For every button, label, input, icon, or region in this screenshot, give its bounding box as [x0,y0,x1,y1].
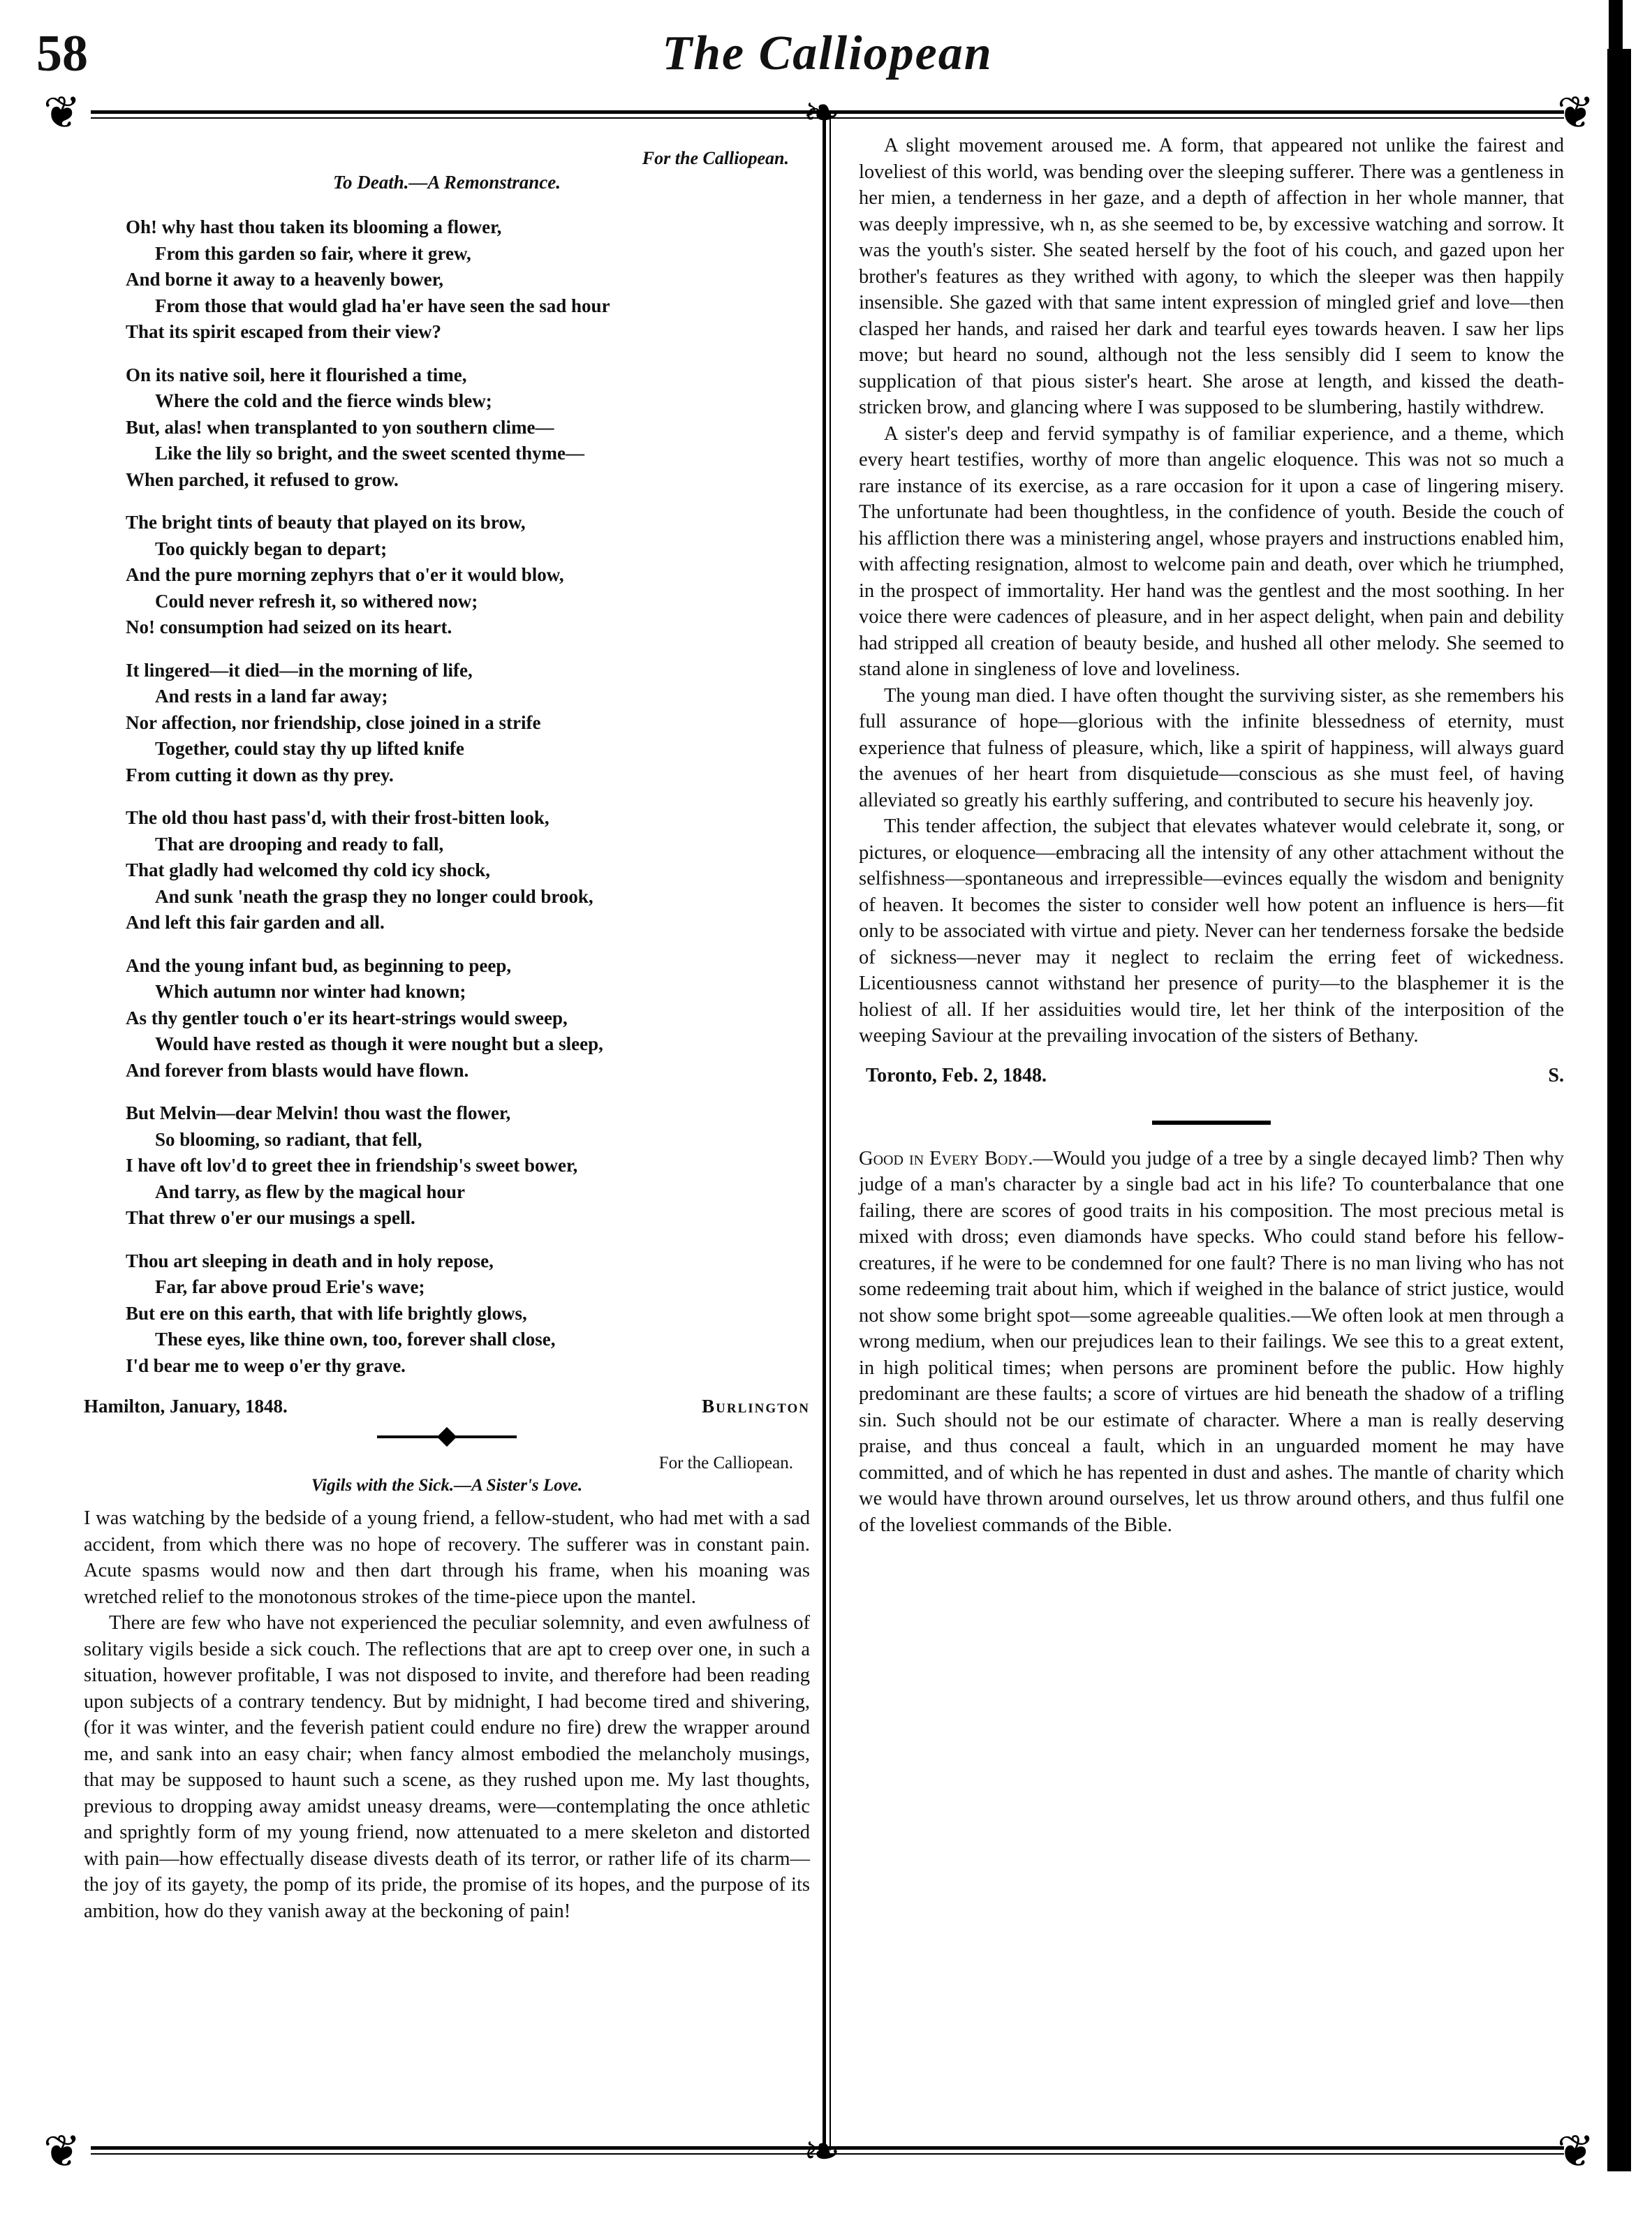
poem-line: The old thou hast pass'd, with their frost-bitten look, [126,807,550,828]
top-edge-mark [1609,0,1623,49]
poem-line: It lingered—it died—in the morning of life, [126,659,473,681]
poem-line: Like the lily so bright, and the sweet scented thyme— [155,443,584,464]
poem-stanza [126,214,810,346]
column-divider-thin [829,112,831,2150]
poem-line: Nor affection, nor friendship, close joined in a strife [126,711,541,733]
poem-line: When parched, it refused to grow. [126,468,399,490]
poem-line: I have oft lov'd to greet thee in friendship's sweet bower, [126,1155,578,1176]
poem-line: Where the cold and the fierce winds blew; [155,390,492,411]
article-paragraph: There are few who have not experienced the peculiar solemnity, and even awfulness of solitary vigils beside a sick couch. The reflections that are apt to creep over one, in such a situation, however profitable, I was not disposed to invite, and therefore had been reading upon subjects of a contrary tendency. But by midnight, I had become tired and shivering, (for it was winter, and the feverish patient could endure no fire) drew the wrapper around me, and sank into an easy chair; when fancy almost embodied the melancholy musings, that may be supposed to haunt such a scene, as they rushed upon me. My last thoughts, previous to dropping away amidst uneasy dreams, were—contemplating the once athletic and sprightly form of my young friend, now attenuated to a mere skeleton and distorted with pain—how effectually disease divests death of its terror, or rather life of its charm—the joy of its gayety, the pomp of its pride, the promise of its hopes, and the purpose of its ambition, how do they vanish away at the beckoning of pain! [84,1612,810,1922]
poem-line: On its native soil, here it flourished a time, [126,364,467,385]
poem-stanza [126,658,810,789]
poem-line: Too quickly began to depart; [155,538,388,559]
column-divider [823,112,826,2150]
poem-line: That its spirit escaped from their view? [126,321,441,342]
poem-line: And forever from blasts would have flown. [126,1059,469,1081]
poem-stanza [126,1100,810,1232]
section-separator [1152,1121,1271,1125]
poem-stanza [126,1248,810,1380]
article-signoff [866,1065,1564,1087]
poem-stanza [126,510,810,641]
poem-line: And borne it away to a heavenly bower, [126,269,444,290]
poem-line: I'd bear me to weep o'er thy grave. [126,1354,406,1376]
page-number: 58 [36,25,88,82]
poem-footer [84,1396,810,1417]
poem-line: Thou art sleeping in death and in holy repose, [126,1250,494,1271]
poem-line: And the young infant bud, as beginning to peep, [126,954,512,976]
poem-line: The bright tints of beauty that played on its brow, [126,512,526,533]
poem-source: For the Calliopean. [642,148,789,168]
poem-body [84,214,810,1379]
article-place-date: Toronto, Feb. 2, 1848. [866,1064,1047,1086]
poem-line: Would have rested as though it were nought but a sleep, [155,1033,603,1054]
poem-line: From this garden so fair, where it grew, [155,242,471,264]
poem-line: Could never refresh it, so withered now; [155,590,478,612]
center-flourish-bottom: ❧ [803,2127,841,2176]
poem-line: From cutting it down as thy prey. [126,764,394,785]
right-column [859,133,1564,1538]
poem-line: As thy gentler touch o'er its heart-strings would sweep, [126,1007,568,1028]
poem-line: And rests in a land far away; [155,686,388,707]
corner-flourish-bottom-left: ❦ [43,2127,81,2176]
good-in-everybody-text: —Would you judge of a tree by a single decayed limb? Then why judge of a man's character by a single bad act in his life? To counterbalance that one failing, there are scores of good traits in his composition. The most precious metal is mixed with dross; even diamonds have specks. Who could stand before his fellow-creatures, if he were to be condemned for one fault? There is no man living who has not some redeeming trait about him, which if weighed in the balance of strict justice, would not show some bright spot—some agreeable qualities.—We often look at men through a wrong medium, when our prejudices lean to their failings. We see this to a great extent, in high political times; when persons are prominent before the public. How highly predominant are these faults; a score of virtues are hid beneath the shadow of a trifling sin. Such should not be our estimate of character. Where a man is really deserving praise, and thus conceal a fault, which in an unguarded moment he may have committed, and of which he has repented in dust and ashes. The mantle of charity which we would have thrown around ourselves, let us throw around others, and thus fulfil one of the loveliest commands of the Bible. [859,1147,1565,1536]
good-in-everybody-lead: Good in Every Body. [859,1147,1033,1169]
article-paragraph: The young man died. I have often thought the surviving sister, as she remembers his full assurance of hope—glorious with the infinite blessedness of eternity, must experience that fulness of pleasure, which, like a spirit of happiness, will always guard the avenues of her heart from disquietude—conscious as she must feel, of having alleviated so greatly his earthly suffering, and contributed to secure his heavenly joy. [859,684,1564,811]
poem-line: And the pure morning zephyrs that o'er it would blow, [126,564,564,585]
poem-line: Together, could stay thy up lifted knife [155,738,464,759]
article-paragraph: A sister's deep and fervid sympathy is of familiar experience, and a theme, which every heart testifies, worthy of more than angelic eloquence. This was not so much a rare instance of its exercise, as a rare occasion for it upon a case of lingering misery. The unfortunate had been thoughtless, in the confidence of youth. Beside the couch of his affliction there was a ministering angel, whose prayers and instructions enabled him, with affecting resignation, almost to welcome pain and death, over which he triumphed, in the prospect of immortality. Her hand was the gentlest and the most soothing. In her voice there were cadences of pleasure, and in her aspect delight, when pain and debility had stripped all creation of beauty beside, and hushed all other melody. She seemed to stand alone in singleness of love and loveliness. [859,422,1564,680]
center-flourish-top: ❧ [803,88,841,138]
poem-line: That gladly had welcomed thy cold icy shock, [126,859,491,880]
poem-signature: Burlington [702,1396,810,1417]
poem-line: But, alas! when transplanted to yon southern clime— [126,416,554,438]
poem-line: Which autumn nor winter had known; [155,981,466,1002]
poem-line: But ere on this earth, that with life brightly glows, [126,1302,527,1324]
poem-line: These eyes, like thine own, too, forever shall close, [155,1329,556,1350]
article-title: Vigils with the Sick.—A Sister's Love. [311,1476,583,1495]
article-signature: S. [1548,1064,1564,1086]
poem-line: Oh! why hast thou taken its blooming a flower, [126,216,502,237]
poem-line: Far, far above proud Erie's wave; [155,1276,425,1297]
article-paragraph: A slight movement aroused me. A form, that appeared not unlike the fairest and loveliest of this world, was bending over the sleeping sufferer. There was a gentleness in her mien, a tenderness in her gaze, and a depth of affection in her whole manner, that was deeply impressive, wh n, as she seemed to be, by excessive watching and sorrow. It was the youth's sister. She seated herself by the foot of his couch, and gazed upon her brother's features as they writhed with agony, to which the sleeper was then happily insensible. She gazed with that same intent expression of mingled grief and love—then clasped her hands, and raised her dark and tearful eyes towards heaven. I saw her lips move; but heard no sound, although not the less sensibly did I seem to know the supplication of that pious sister's heart. She arose at length, and kissed the death-stricken brow, and glancing where I was supposed to be slumbering, hastily withdrew. [859,135,1564,418]
poem-stanza [126,805,810,936]
poem-line: But Melvin—dear Melvin! thou wast the flower, [126,1102,511,1123]
poem-line: So blooming, so radiant, that fell, [155,1128,422,1150]
poem-stanza [126,953,810,1084]
right-margin-bar [1607,49,1631,2171]
corner-flourish-top-right: ❦ [1557,88,1595,138]
poem-line: That threw o'er our musings a spell. [126,1207,415,1228]
masthead-title: The Calliopean [662,27,993,80]
poem-line: And sunk 'neath the grasp they no longer could brook, [155,885,593,907]
corner-flourish-bottom-right: ❦ [1557,2127,1595,2176]
poem-line: And left this fair garden and all. [126,912,385,933]
poem-line: That are drooping and ready to fall, [155,833,444,855]
poem-line: From those that would glad ha'er have seen the sad hour [155,295,610,316]
article-paragraph: This tender affection, the subject that elevates whatever would celebrate it, song, or pictures, or eloquence—embracing all the intensity of any other attachment without the selfishness—spontaneous and irrepressible—evinces equally the wisdom and benignity of heaven. It becomes the sister to consider well how potent an influence is hers—fit only to be associated with virtue and piety. Never can her tenderness forsake the bedside of sickness—never may it neglect to reclaim the erring feet of wickedness. Licentiousness cannot withstand her presence of purity—to the blasphemer it is the holiest of all. If her assiduities would tire, let her think of the interposition of the weeping Saviour at the prevailing invocation of the sisters of Bethany. [859,815,1564,1047]
section-separator [84,1428,810,1445]
poem-title: To Death.—A Remonstrance. [332,172,561,193]
good-in-everybody-paragraph [859,1146,1564,1539]
poem-line: No! consumption had seized on its heart. [126,616,452,637]
left-column [84,133,810,1924]
poem-place-date: Hamilton, January, 1848. [84,1396,288,1417]
poem-line: And tarry, as flew by the magical hour [155,1181,465,1202]
article-source: For the Calliopean. [658,1454,793,1472]
corner-flourish-top-left: ❦ [43,88,81,138]
article-paragraph: I was watching by the bedside of a young friend, a fellow-student, who had met with a sad accident, from which there was no hope of recovery. The sufferer was in constant pain. Acute spasms would now and then dart through his frame, when his moaning was wretched relief to the monotonous strokes of the time-piece upon the mantel. [84,1507,810,1608]
poem-stanza [126,362,810,494]
